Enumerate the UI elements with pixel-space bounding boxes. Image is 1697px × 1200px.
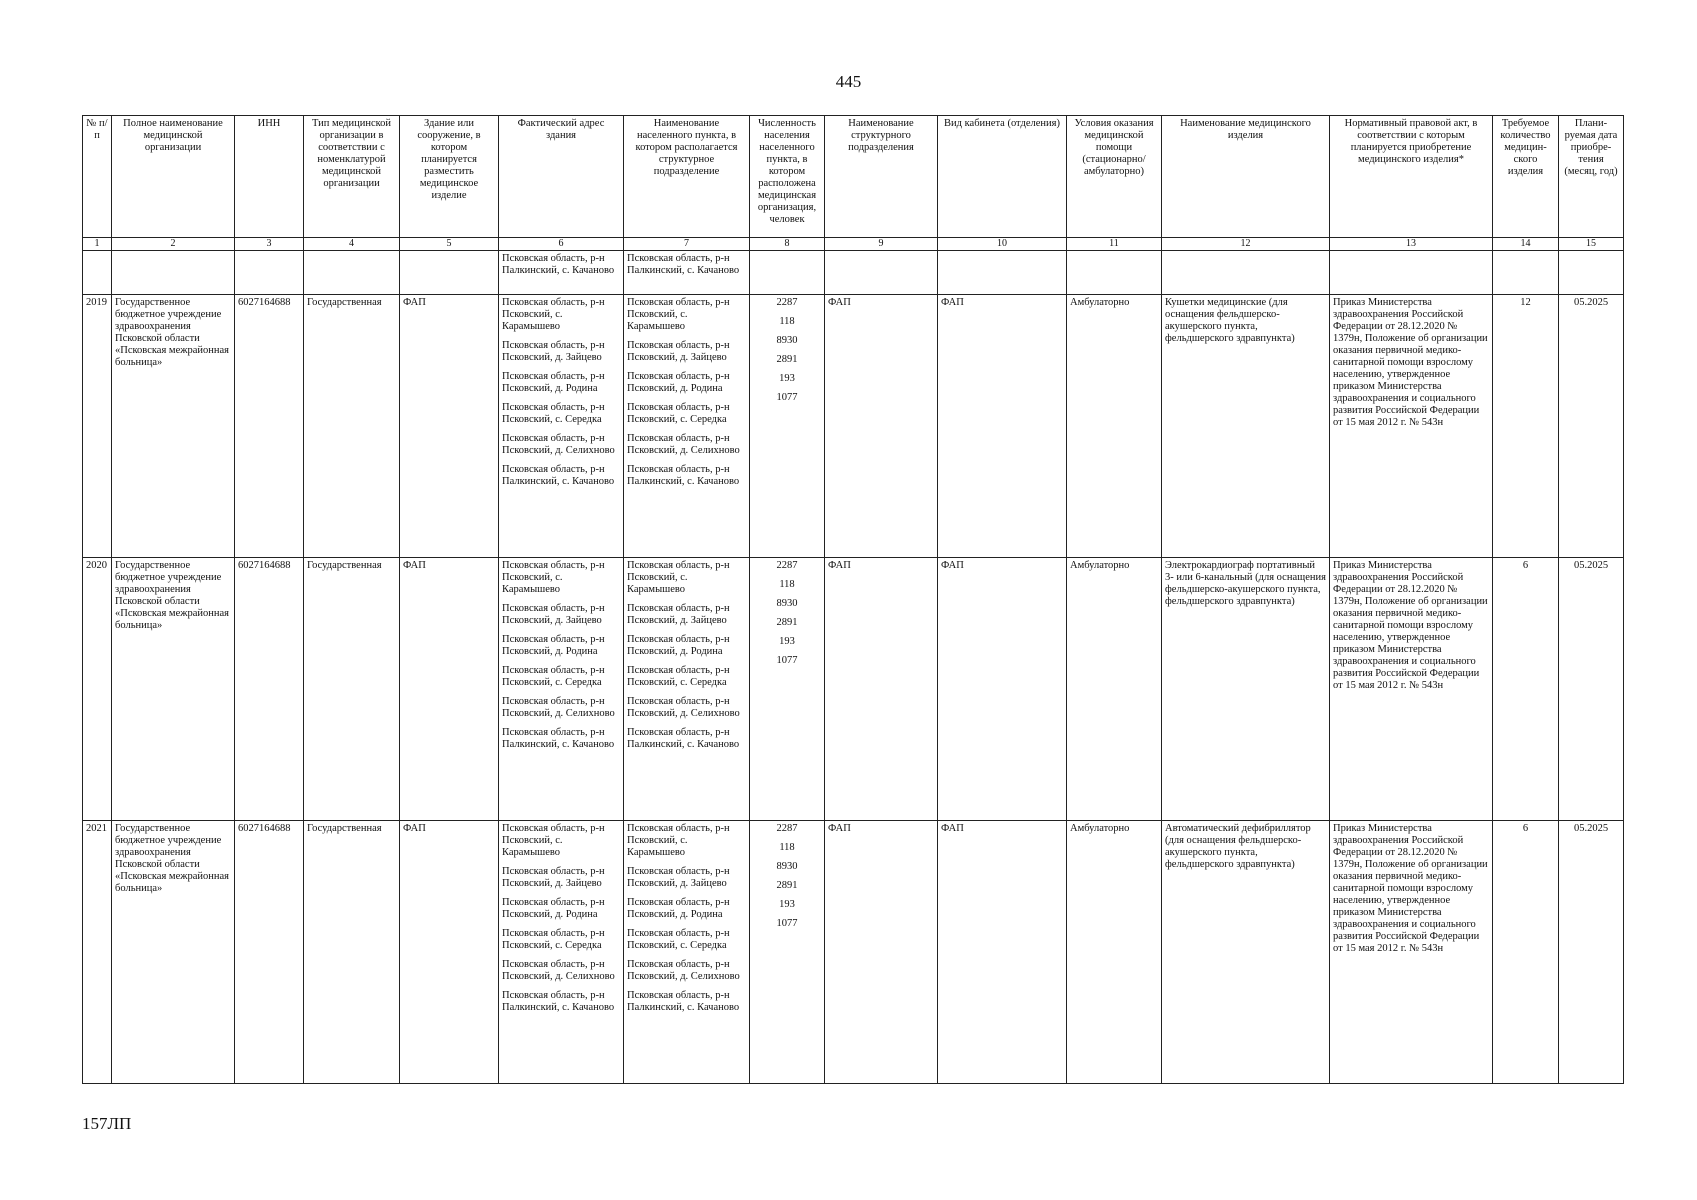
planned-date: 05.2025: [1559, 295, 1624, 558]
settlement-cell: [624, 295, 750, 558]
settlement-cell: Псковская область, р-н Палкинский, с. Качаново: [624, 251, 750, 295]
population: 2287: [776, 823, 798, 834]
population: 1077: [776, 392, 798, 403]
population: 1077: [776, 655, 798, 666]
col-header-subdivision: Наименование структурного подразделения: [825, 116, 938, 238]
address: Псковская область, р-н Палкинский, с. Качаново: [502, 990, 615, 1013]
address-cell: [499, 821, 624, 1084]
conditions: Амбулаторно: [1067, 295, 1162, 558]
population: 8930: [776, 335, 798, 346]
settlement: Псковская область, р-н Псковский, д. Зайцево: [627, 866, 730, 889]
table-row: [83, 558, 1624, 821]
col-number: 10: [938, 238, 1067, 251]
population: 2891: [776, 880, 798, 891]
cabinet: ФАП: [938, 295, 1067, 558]
inn: 6027164688: [235, 558, 304, 821]
settlement-cell: [624, 821, 750, 1084]
planned-date: 05.2025: [1559, 821, 1624, 1084]
population: 8930: [776, 861, 798, 872]
device-name: Автоматический дефибриллятор (для оснащения фельдшерско-акушерского пункта, фельдшерского здравпункта): [1162, 821, 1330, 1084]
address: Псковская область, р-н Псковский, д. Родина: [502, 634, 605, 657]
subdivision: ФАП: [825, 295, 938, 558]
col-number: 15: [1559, 238, 1624, 251]
population: 193: [779, 899, 795, 910]
building: ФАП: [400, 295, 499, 558]
conditions: Амбулаторно: [1067, 821, 1162, 1084]
population: 2891: [776, 617, 798, 628]
device-name: Электрокардиограф портативный 3- или 6-канальный (для оснащения фельдшерско-акушерского пункта, фельдшерского здравпункта): [1162, 558, 1330, 821]
address: Псковская область, р-н Псковский, с. Карамышево: [502, 823, 605, 858]
settlement: Псковская область, р-н Палкинский, с. Качаново: [627, 464, 740, 487]
population: 2287: [776, 560, 798, 571]
population: 118: [779, 842, 795, 853]
address: Псковская область, р-н Псковский, с. Середка: [502, 402, 605, 425]
table-row: [83, 295, 1624, 558]
col-number: 11: [1067, 238, 1162, 251]
settlement: Псковская область, р-н Псковский, д. Родина: [627, 897, 730, 920]
population: 118: [779, 579, 795, 590]
address: Псковская область, р-н Псковский, с. Карамышево: [502, 560, 605, 595]
settlement: Псковская область, р-н Палкинский, с. Качаново: [627, 990, 740, 1013]
col-header-device: Наименование медицинского изделия: [1162, 116, 1330, 238]
address: Псковская область, р-н Псковский, д. Зайцево: [502, 603, 605, 626]
org-type: Государственная: [304, 821, 400, 1084]
org-name: Государственное бюджетное учреждение здравоохранения Псковской области «Псковская межрайонная больница»: [112, 821, 235, 1084]
address: Псковская область, р-н Псковский, д. Селихново: [502, 433, 615, 456]
inn: 6027164688: [235, 821, 304, 1084]
population: 1077: [776, 918, 798, 929]
device-name: Кушетки медицинские (для оснащения фельдшерско-акушерского пункта, фельдшерского здравпункта): [1162, 295, 1330, 558]
settlement: Псковская область, р-н Псковский, д. Селихново: [627, 959, 740, 982]
settlement: Псковская область, р-н Псковский, д. Зайцево: [627, 340, 730, 363]
quantity: 6: [1493, 821, 1559, 1084]
address: Псковская область, р-н Палкинский, с. Качаново: [502, 727, 615, 750]
col-number: 9: [825, 238, 938, 251]
col-number: 2: [112, 238, 235, 251]
col-number: 7: [624, 238, 750, 251]
legal-act: Приказ Министерства здравоохранения Российской Федерации от 28.12.2020 № 1379н, Положение об организации оказания первичной медико-санитарной помощи взрослому населению, утвержденное приказом Министерства здравоохранения и социального развития Российской Федерации от 15 мая 2012 г. № 543н: [1330, 295, 1493, 558]
row-number: 2020: [83, 558, 112, 821]
population-cell: [750, 821, 825, 1084]
table-row: [83, 821, 1624, 1084]
row-number: 2021: [83, 821, 112, 1084]
settlement: Псковская область, р-н Псковский, с. Карамышево: [627, 823, 730, 858]
col-number: 1: [83, 238, 112, 251]
address: Псковская область, р-н Псковский, с. Середка: [502, 665, 605, 688]
settlement-cell: [624, 558, 750, 821]
address-cell: Псковская область, р-н Палкинский, с. Качаново: [499, 251, 624, 295]
cabinet: ФАП: [938, 821, 1067, 1084]
address: Псковская область, р-н Псковский, д. Зайцево: [502, 866, 605, 889]
col-header-inn: ИНН: [235, 116, 304, 238]
col-header-building: Здание или сооружение, в котором планируется разместить медицинское изделие: [400, 116, 499, 238]
population: 193: [779, 636, 795, 647]
col-number: 4: [304, 238, 400, 251]
page-number: 445: [835, 72, 862, 91]
footer-code: 157ЛП: [82, 1114, 132, 1133]
address: Псковская область, р-н Псковский, д. Селихново: [502, 696, 615, 719]
settlement: Псковская область, р-н Псковский, д. Родина: [627, 634, 730, 657]
address-cell: [499, 558, 624, 821]
quantity: 12: [1493, 295, 1559, 558]
subdivision: ФАП: [825, 821, 938, 1084]
settlement: Псковская область, р-н Псковский, д. Родина: [627, 371, 730, 394]
org-type: Государственная: [304, 558, 400, 821]
continuation-row: [83, 251, 1624, 295]
col-number: 5: [400, 238, 499, 251]
row-number: 2019: [83, 295, 112, 558]
population-cell: [750, 558, 825, 821]
address: Псковская область, р-н Псковский, с. Середка: [502, 928, 605, 951]
planned-date: 05.2025: [1559, 558, 1624, 821]
population: 193: [779, 373, 795, 384]
col-header-act: Нормативный правовой акт, в соответствии с которым планируется приобретение медицинского изделия*: [1330, 116, 1493, 238]
column-number-row: [83, 238, 1624, 251]
settlement: Псковская область, р-н Псковский, с. Середка: [627, 402, 730, 425]
population: 2891: [776, 354, 798, 365]
address: Псковская область, р-н Псковский, д. Родина: [502, 897, 605, 920]
conditions: Амбулаторно: [1067, 558, 1162, 821]
legal-act: Приказ Министерства здравоохранения Российской Федерации от 28.12.2020 № 1379н, Положение об организации оказания первичной медико-санитарной помощи взрослому населению, утвержденное приказом Министерства здравоохранения и социального развития Российской Федерации от 15 мая 2012 г. № 543н: [1330, 558, 1493, 821]
settlement: Псковская область, р-н Псковский, д. Селихново: [627, 696, 740, 719]
address: Псковская область, р-н Палкинский, с. Качаново: [502, 464, 615, 487]
settlement: Псковская область, р-н Псковский, с. Середка: [627, 665, 730, 688]
col-header-conditions: Условия оказания медицинской помощи (стационарно/ амбулаторно): [1067, 116, 1162, 238]
col-number: 8: [750, 238, 825, 251]
col-number: 13: [1330, 238, 1493, 251]
org-type: Государственная: [304, 295, 400, 558]
col-header-num: № п/п: [83, 116, 112, 238]
population: 8930: [776, 598, 798, 609]
org-name: Государственное бюджетное учреждение здравоохранения Псковской области «Псковская межрайонная больница»: [112, 295, 235, 558]
col-header-date: Плани-руемая дата приобре-тения (месяц, год): [1559, 116, 1624, 238]
col-header-org: Полное наименование медицинской организации: [112, 116, 235, 238]
settlement: Псковская область, р-н Псковский, с. Карамышево: [627, 297, 730, 332]
col-header-population: Численность населения населенного пункта, в котором расположена медицинская организация, человек: [750, 116, 825, 238]
quantity: 6: [1493, 558, 1559, 821]
col-number: 3: [235, 238, 304, 251]
address: Псковская область, р-н Псковский, д. Родина: [502, 371, 605, 394]
settlement: Псковская область, р-н Псковский, д. Селихново: [627, 433, 740, 456]
medical-devices-table: [82, 115, 1624, 1084]
col-header-settlement: Наименование населенного пункта, в котором располагается структурное подразделение: [624, 116, 750, 238]
population: 2287: [776, 297, 798, 308]
col-header-type: Тип медицинской организации в соответствии с номенклатурой медицинской организации: [304, 116, 400, 238]
settlement: Псковская область, р-н Псковский, с. Карамышево: [627, 560, 730, 595]
col-number: 12: [1162, 238, 1330, 251]
col-number: 6: [499, 238, 624, 251]
header-row: [83, 116, 1624, 238]
building: ФАП: [400, 821, 499, 1084]
col-header-quantity: Требуемое количество медицин-ского изделия: [1493, 116, 1559, 238]
population: 118: [779, 316, 795, 327]
inn: 6027164688: [235, 295, 304, 558]
settlement: Псковская область, р-н Палкинский, с. Качаново: [627, 727, 740, 750]
cabinet: ФАП: [938, 558, 1067, 821]
col-number: 14: [1493, 238, 1559, 251]
settlement: Псковская область, р-н Псковский, с. Середка: [627, 928, 730, 951]
building: ФАП: [400, 558, 499, 821]
address-cell: [499, 295, 624, 558]
address: Псковская область, р-н Псковский, с. Карамышево: [502, 297, 605, 332]
address: Псковская область, р-н Псковский, д. Зайцево: [502, 340, 605, 363]
legal-act: Приказ Министерства здравоохранения Российской Федерации от 28.12.2020 № 1379н, Положение об организации оказания первичной медико-санитарной помощи взрослому населению, утвержденное приказом Министерства здравоохранения и социального развития Российской Федерации от 15 мая 2012 г. № 543н: [1330, 821, 1493, 1084]
col-header-address: Фактический адрес здания: [499, 116, 624, 238]
col-header-cabinet: Вид кабинета (отделения): [938, 116, 1067, 238]
population-cell: [750, 295, 825, 558]
address: Псковская область, р-н Псковский, д. Селихново: [502, 959, 615, 982]
settlement: Псковская область, р-н Псковский, д. Зайцево: [627, 603, 730, 626]
org-name: Государственное бюджетное учреждение здравоохранения Псковской области «Псковская межрайонная больница»: [112, 558, 235, 821]
subdivision: ФАП: [825, 558, 938, 821]
